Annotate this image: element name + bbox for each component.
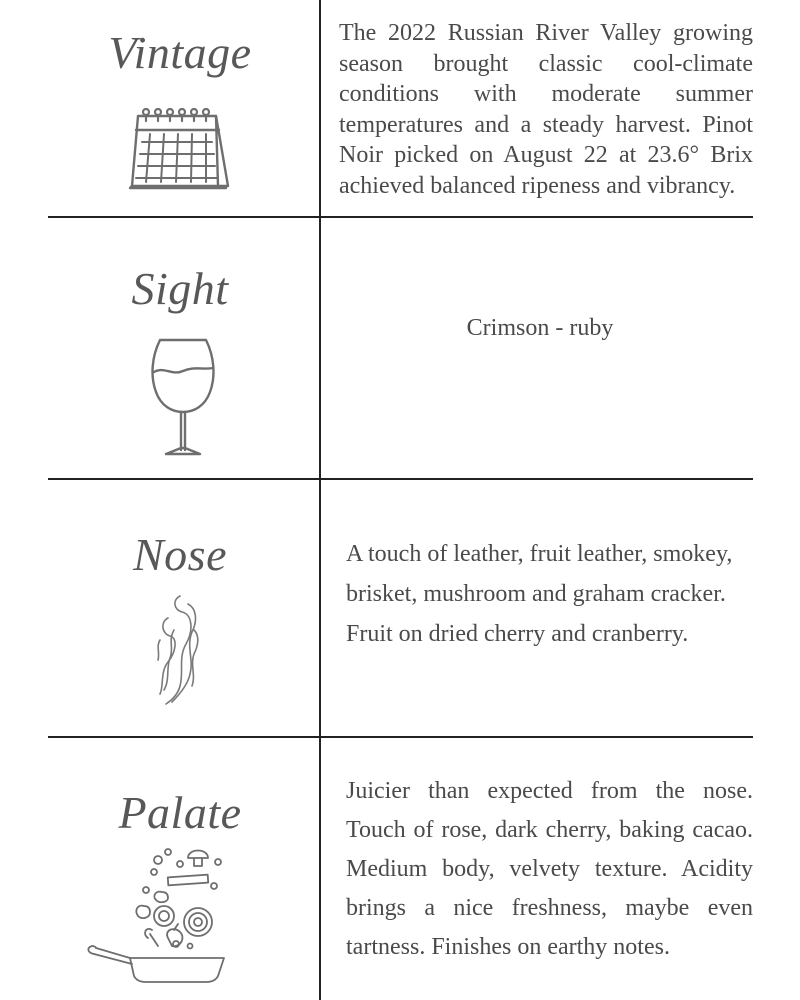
calendar-icon: [128, 108, 232, 192]
palate-heading: Palate: [118, 787, 242, 838]
vintage-heading: Vintage: [108, 27, 252, 78]
wine-glass-icon: [150, 336, 216, 458]
row-divider-3: [48, 736, 753, 738]
row-divider-1: [48, 216, 753, 218]
row-divider-2: [48, 478, 753, 480]
palate-description: Juicier than expected from the nose. Touch of rose, dark cherry, baking cacao. Medium body, velvety texture. Acidity brings a nice freshness, maybe even tartness. Finishes on earthy notes.: [346, 778, 753, 960]
sight-heading: Sight: [131, 263, 229, 314]
aroma-swirl-icon: [150, 590, 210, 710]
cooking-pan-icon: [84, 846, 234, 986]
vintage-description: The 2022 Russian River Valley growing season brought classic cool-climate conditions with moderate summer temperatures and a steady harvest. Pinot Noir picked on August 22 at 23.6° Brix achieved balanced ripeness and vibrancy.: [339, 20, 753, 199]
nose-description: A touch of leather, fruit leather, smokey, brisket, mushroom and graham cracker. Fruit on dried cherry and cranberry.: [346, 541, 733, 647]
column-divider: [319, 0, 321, 1000]
nose-heading: Nose: [133, 529, 227, 580]
sight-description: Crimson - ruby: [466, 315, 614, 341]
